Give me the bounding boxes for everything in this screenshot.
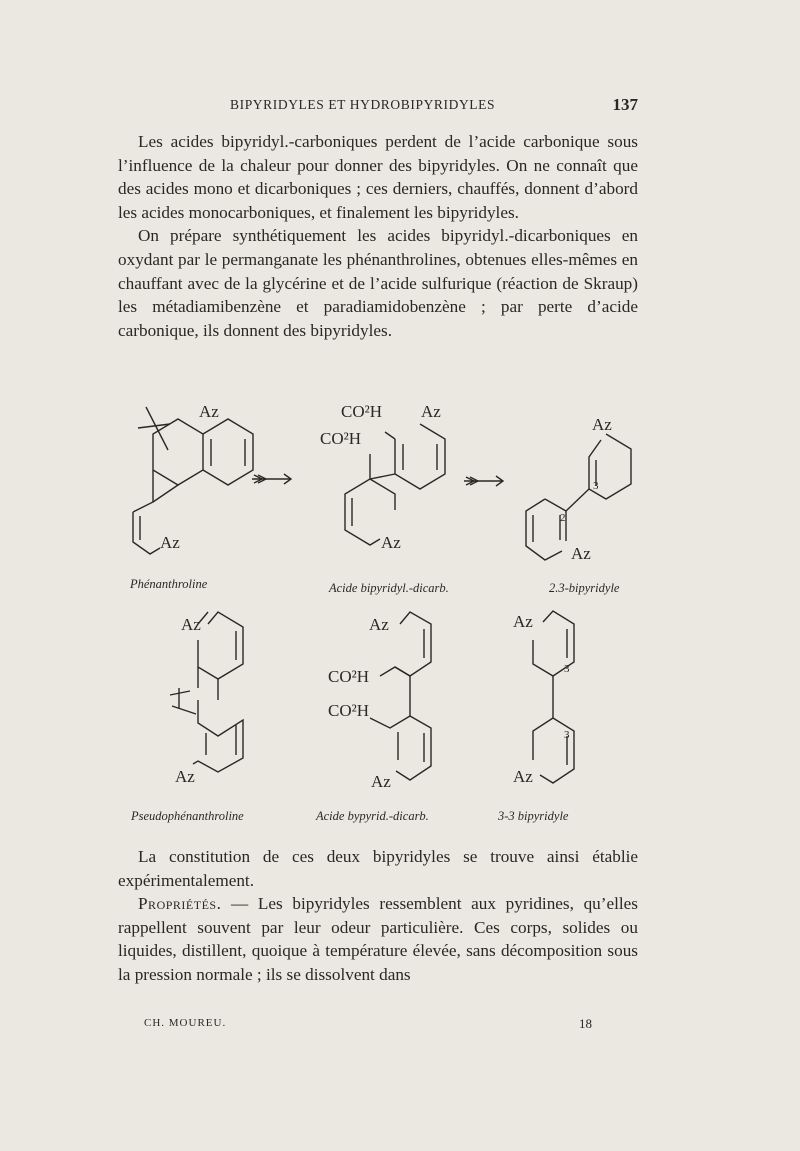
paragraph-decarboxylation: Les acides bipyridyl.-carboniques perdent de l’acide carbonique sous l’influence de la chaleur pour donner des bipyridyles. On ne connaît que des acides mono et dicarboniques ; ces derniers, chauffés, donnent d’abord les acides monocarboniques, et finalement les bipyridyles. bbox=[118, 132, 638, 222]
atom-az-label: Az bbox=[371, 772, 391, 791]
atom-co2h-label: CO²H bbox=[328, 667, 369, 686]
position-number-3: 3 bbox=[564, 663, 570, 675]
caption-acide-dicarb-2: Acide bypyrid.-dicarb. bbox=[316, 809, 429, 823]
acide-dicarb-2-structure bbox=[370, 612, 431, 780]
section-lead-properties: Propriétés. bbox=[138, 894, 222, 914]
properties-text: — Les bipyridyles ressemblent aux pyridines, qu’elles rappellent souvent par leur odeur particulière. Ces corps, solides ou liquides, distillent, quoique à température élevée, sans décomposition sous la pression normale ; ils se dissolvent dans bbox=[118, 894, 638, 984]
atom-az-label: Az bbox=[513, 767, 533, 786]
caption-bipyridyle-23: 2.3-bipyridyle bbox=[549, 581, 620, 595]
text-block-bottom bbox=[118, 845, 638, 987]
atom-co2h-label: CO²H bbox=[320, 429, 361, 448]
page-number: 137 bbox=[612, 95, 638, 114]
atom-az-label: Az bbox=[181, 615, 201, 634]
position-number-3: 3 bbox=[564, 729, 570, 741]
caption-pseudophenanthroline: Pseudophénanthroline bbox=[131, 809, 244, 823]
atom-az-label: Az bbox=[369, 615, 389, 634]
position-number-2: 2 bbox=[560, 512, 566, 524]
pseudophenanthroline-structure bbox=[170, 612, 243, 772]
position-number-3: 3 bbox=[593, 480, 599, 492]
atom-co2h-label: CO²H bbox=[328, 701, 369, 720]
signature-number: 18 bbox=[579, 1016, 592, 1031]
footer-author: CH. MOUREU. bbox=[144, 1017, 227, 1029]
atom-az-label: Az bbox=[421, 402, 441, 421]
bipyridyle-33-structure bbox=[533, 611, 574, 783]
atom-az-label: Az bbox=[571, 544, 591, 563]
atom-az-label: Az bbox=[199, 402, 219, 421]
atom-az-label: Az bbox=[592, 415, 612, 434]
phenanthroline-structure bbox=[133, 407, 253, 554]
caption-phenanthroline: Phénanthroline bbox=[130, 577, 208, 591]
caption-acide-dicarb: Acide bipyridyl.-dicarb. bbox=[329, 581, 449, 595]
atom-az-label: Az bbox=[381, 533, 401, 552]
page-footer bbox=[118, 1017, 638, 1035]
atom-co2h-label: CO²H bbox=[341, 402, 382, 421]
running-head-title: BIPYRIDYLES ET HYDROBIPYRIDYLES bbox=[230, 97, 496, 112]
atom-az-label: Az bbox=[175, 767, 195, 786]
atom-az-label: Az bbox=[513, 612, 533, 631]
paragraph-properties bbox=[118, 892, 638, 986]
paragraph-synthesis: On prépare synthétiquement les acides bipyridyl.-dicarboniques en oxydant par le permanganate les phénanthrolines, obtenues elles-mêmes en chauffant avec de la glycérine et de l’acide sulfurique (réaction de Skraup) les métadiamibenzène et paradiamidobenzène ; par perte d’acide carbonique, ils donnent des bipyridyles. bbox=[118, 226, 638, 340]
bipyridyle-23-structure bbox=[526, 434, 631, 560]
reaction-arrow-1 bbox=[252, 474, 291, 484]
atom-az-label: Az bbox=[160, 533, 180, 552]
paragraph-constitution: La constitution de ces deux bipyridyles se trouve ainsi établie expérimentalement. bbox=[118, 847, 638, 890]
reaction-arrow-2 bbox=[464, 476, 503, 486]
caption-bipyridyle-33: 3-3 bipyridyle bbox=[498, 809, 569, 823]
